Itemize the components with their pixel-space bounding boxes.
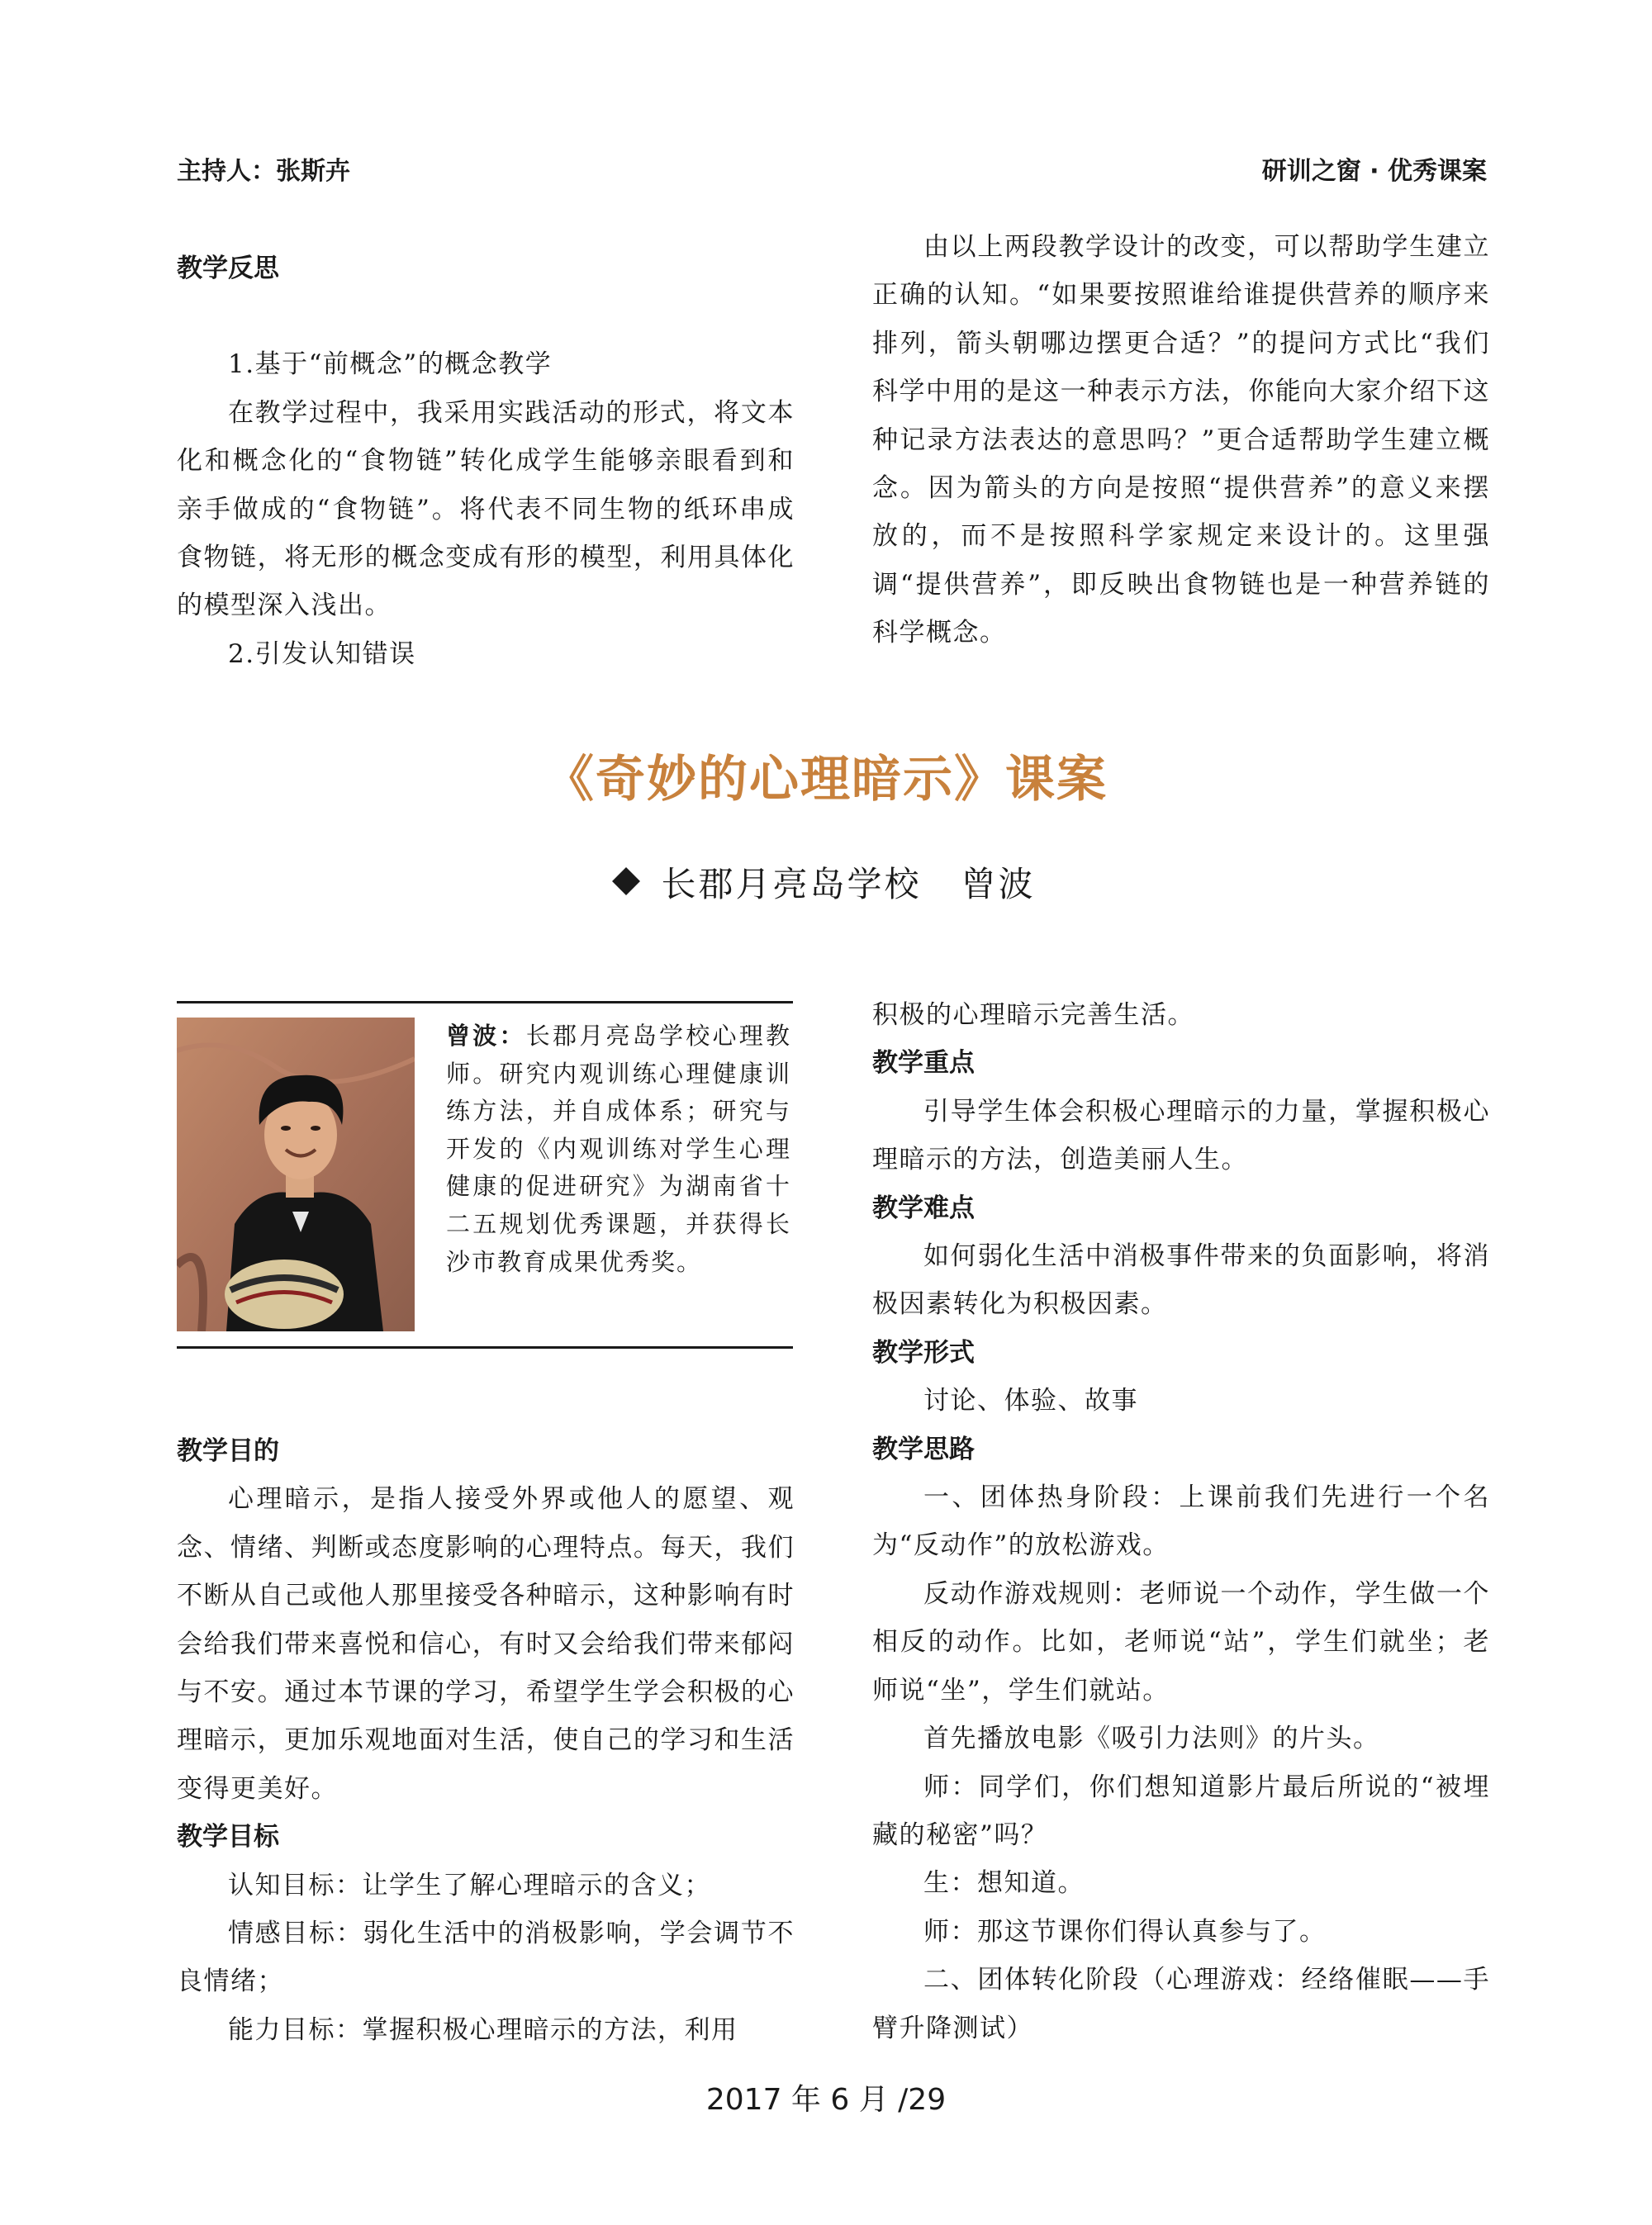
idea-p1: 一、团体热身阶段：上课前我们先进行一个名为“反动作”的放松游戏。 — [872, 1483, 1490, 1561]
goal-cognitive: 认知目标：让学生了解心理暗示的含义； — [228, 1870, 711, 1900]
author-photo — [177, 1018, 415, 1331]
author-school: 长郡月亮岛学校 — [661, 864, 922, 904]
bio-text: 长郡月亮岛学校心理教师。研究内观训练心理健康训练方法，并自成体系；研究与开发的《内观训练对学生心理健康的促进研究》为湖南省十二五规划优秀课题，并获得长沙市教育成果优秀奖。 — [446, 1022, 791, 1276]
lesson-right-column — [872, 991, 1490, 2052]
idea-p5: 生：想知道。 — [923, 1868, 1085, 1899]
article-title: 《奇妙的心理暗示》课案 — [544, 751, 1108, 809]
diamond-icon — [613, 867, 641, 895]
key-text: 引导学生体会积极心理暗示的力量，掌握积极心理暗示的方法，创造美丽人生。 — [872, 1096, 1490, 1175]
bio-bottom-rule — [177, 1346, 793, 1349]
idea-heading: 教学思路 — [872, 1434, 975, 1464]
goal-emotional: 情感目标：弱化生活中的消极影响，学会调节不良情绪； — [177, 1919, 795, 1997]
goals-heading: 教学目标 — [177, 1822, 279, 1853]
author-bio — [446, 1018, 791, 1281]
reflection-right-text: 由以上两段教学设计的改变，可以帮助学生建立正确的认知。“如果要按照谁给谁提供营养的顺序来排列，箭头朝哪边摆更合适？”的提问方式比“我们科学中用的是这一种表示方法，你能向大家介绍下这种记录方法表达的意思吗？”更合适帮助学生建立概念。因为箭头的方向是按照“提供营养”的意义来摆放的，而不是按照科学家规定来设计的。这里强调“提供营养”，即反映出食物链也是一种营养链的科学概念。 — [872, 232, 1490, 648]
idea-p6: 师：那这节课你们得认真参与了。 — [923, 1916, 1327, 1947]
header-host: 主持人：张斯卉 — [177, 157, 350, 186]
idea-p4: 师：同学们，你们想知道影片最后所说的“被埋藏的秘密”吗？ — [872, 1772, 1490, 1850]
lesson-left-column — [177, 1427, 795, 2054]
author-name: 曾波 — [961, 864, 1036, 904]
difficulty-text: 如何弱化生活中消极事件带来的负面影响，将消极因素转化为积极因素。 — [872, 1241, 1490, 1320]
form-heading: 教学形式 — [872, 1337, 975, 1368]
idea-p7: 二、团体转化阶段（心理游戏：经络催眠——手臂升降测试） — [872, 1965, 1490, 2043]
bio-top-rule — [177, 1001, 793, 1003]
key-heading: 教学重点 — [872, 1048, 975, 1079]
bio-name: 曾波： — [446, 1022, 526, 1050]
purpose-text: 心理暗示，是指人接受外界或他人的愿望、观念、情绪、判断或态度影响的心理特点。每天，我们不断从自己或他人那里接受各种暗示，这种影响有时会给我们带来喜悦和信心，有时又会给我们带来郁闷与不安。通过本节课的学习，希望学生学会积极的心理暗示，更加乐观地面对生活，使自己的学习和生活变得更美好。 — [177, 1484, 795, 1804]
header-section: 研训之窗 · 优秀课案 — [1261, 157, 1487, 186]
form-text: 讨论、体验、故事 — [923, 1386, 1138, 1416]
reflection-column — [177, 244, 795, 678]
difficulty-heading: 教学难点 — [872, 1193, 975, 1223]
page-footer: 2017 年 6 月 /29 — [705, 2083, 947, 2117]
reflection-item2-title: 2.引发认知错误 — [228, 638, 416, 669]
article-author — [0, 857, 1652, 907]
reflection-item1-text: 在教学过程中，我采用实践活动的形式，将文本化和概念化的“食物链”转化成学生能够亲眼看到和亲手做成的“食物链”。将代表不同生物的纸环串成食物链，将无形的概念变成有形的模型，利用具体化的模型深入浅出。 — [177, 397, 795, 621]
reflection-right-column — [872, 223, 1490, 657]
reflection-item1-title: 1.基于“前概念”的概念教学 — [228, 349, 553, 380]
purpose-heading: 教学目的 — [177, 1436, 279, 1466]
idea-p2: 反动作游戏规则：老师说一个动作，学生做一个相反的动作。比如，老师说“站”，学生们就坐；老师说“坐”，学生们就站。 — [872, 1578, 1490, 1706]
reflection-heading: 教学反思 — [177, 254, 279, 283]
idea-p3: 首先播放电影《吸引力法则》的片头。 — [923, 1724, 1380, 1754]
goal-ability: 能力目标：掌握积极心理暗示的方法，利用 — [228, 2014, 738, 2045]
goal-continuation: 积极的心理暗示完善生活。 — [872, 1000, 1194, 1030]
